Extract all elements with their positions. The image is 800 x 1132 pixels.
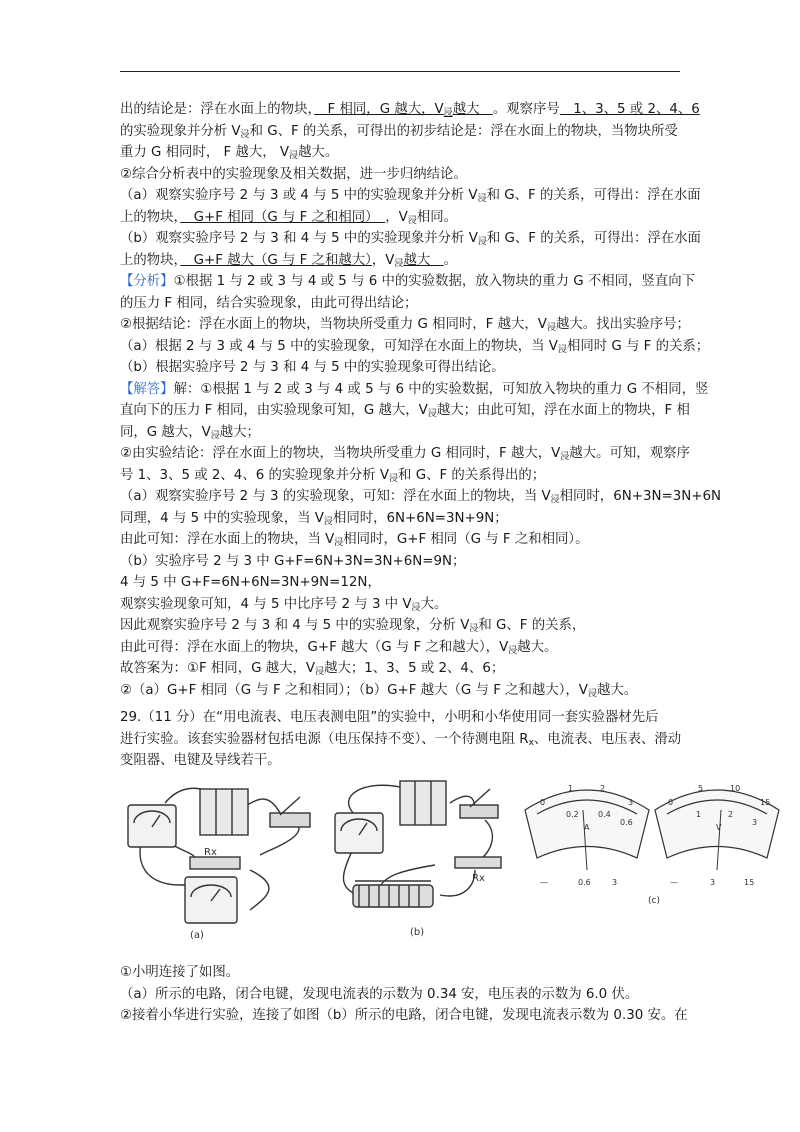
text-line	[120, 465, 680, 487]
text-span: ②由实验结论：浮在水面上的物块，当物块所受重力 G 相同时，F 越大，V	[120, 446, 561, 461]
section-tag: 【分析】	[120, 274, 174, 289]
text-line	[120, 357, 680, 379]
text-span: 由此可知：浮在水面上的物块，当 V	[120, 532, 335, 547]
text-line	[120, 984, 680, 1006]
answer-blank: F 相同，G 越大，V	[314, 102, 444, 117]
text-line	[120, 400, 690, 422]
section-tag: 【解答】	[120, 381, 174, 397]
text-span: 浸	[323, 516, 333, 527]
text-span: 和 G、F 的关系，	[478, 618, 586, 633]
text-line	[120, 615, 680, 637]
text-span: 浸	[550, 495, 560, 505]
text-span: 浸	[477, 237, 487, 247]
figure-a-label: (a)	[190, 930, 204, 941]
ammeter-terminal-06: 0.6	[578, 878, 591, 887]
text-line	[120, 99, 700, 121]
text-span: 和 G、F 的关系得出的；	[398, 467, 546, 483]
text-span: 上的物块，	[120, 209, 181, 225]
ammeter-tick-4: 0.2	[566, 810, 579, 819]
text-span: 号 1、3、5 或 2、4、6 的实验现象并分析 V	[120, 467, 390, 483]
text-span: 解：①根据 1 与 2 或 3 与 4 或 5 与 6 中的实验数据，可知放入物块的重力 G 不相同，竖	[173, 381, 709, 397]
text-span: （b）根据实验序号 2 与 3 和 4 与 5 中的实验现象可得出结论。	[120, 360, 505, 375]
voltmeter-tick-5: 5	[698, 784, 704, 793]
text-span: ②根据结论：浮在水面上的物块，当物块所受重力 G 相同时，F 越大，V	[120, 317, 547, 332]
text-span: x	[528, 737, 534, 748]
text-line	[120, 207, 680, 229]
answer-blank: 越大	[403, 252, 444, 268]
text-span: 浸	[411, 602, 421, 613]
text-line	[120, 551, 680, 573]
text-span: 相同时，G+F 相同（G 与 F 之和相同）。	[343, 532, 589, 547]
text-span: 重力 G 相同时， F 越大， V	[120, 145, 290, 160]
ammeter-terminal-3: 3	[612, 878, 618, 887]
text-line	[120, 680, 680, 702]
text-line	[120, 142, 680, 164]
text-span: 浸	[560, 452, 570, 462]
answer-blank: 1、3、5 或 2、4、6	[559, 102, 700, 117]
text-line	[120, 228, 701, 250]
text-line	[120, 486, 722, 508]
voltmeter-tick-10: 10	[730, 784, 741, 793]
voltmeter-terminal-3: 3	[710, 878, 716, 887]
voltmeter-unit: V	[716, 823, 722, 832]
text-span: 同，G 越大，V	[120, 424, 211, 440]
text-line	[120, 658, 680, 680]
text-span: 。观察序号	[492, 102, 560, 117]
text-span: 越大。	[517, 639, 558, 655]
text-span: 上的物块，	[120, 252, 181, 268]
circuit-figure	[120, 775, 771, 945]
text-line	[120, 164, 680, 186]
ammeter-tick-3: 3	[628, 798, 634, 807]
text-span: 和 G、F 的关系，可得出的初步结论是：浮在水面上的物块，当物块所受	[249, 123, 678, 139]
answer-blank: G+F 相同（G 与 F 之和相同）	[180, 209, 386, 225]
text-span: 越大。	[596, 682, 638, 698]
text-span: ②接着小华进行实验，连接了如图（b）所示的电路，闭合电键，发现电流表示数为 0.30 安。在	[120, 1008, 688, 1023]
text-span: 浸	[557, 344, 567, 355]
voltmeter-tick-1: 1	[696, 810, 702, 819]
text-line	[120, 1005, 688, 1027]
ammeter-tick-1: 1	[568, 784, 574, 793]
question-29-continuation	[120, 962, 688, 1027]
text-span: 同理，4 与 5 中的实验现象，当 V	[120, 510, 324, 526]
voltmeter-terminal-15: 15	[744, 878, 755, 887]
text-span: （a）所示的电路，闭合电键，发现电流表的示数为 0.34 安，电压表的示数为 6.0 伏。	[120, 986, 639, 1002]
ammeter-unit: A	[584, 823, 590, 832]
ammeter-tick-5: 0.4	[598, 810, 611, 819]
text-span: 相同时 G 与 F 的关系；	[566, 338, 710, 354]
text-span: （b）观察实验序号 2 与 3 和 4 与 5 中的实验现象并分析 V	[120, 231, 478, 246]
text-span: 变阻器、电键及导线若干。	[120, 753, 281, 768]
ammeter-terminal-neg: —	[540, 878, 548, 887]
voltmeter-tick-15: 15	[760, 798, 771, 807]
text-line	[120, 637, 680, 659]
text-span: 浸	[407, 215, 417, 226]
circuit-a	[128, 788, 310, 923]
text-span: ①小明连接了如图。	[120, 965, 240, 980]
text-span: 因此观察实验序号 2 与 3 和 4 与 5 中的实验现象，分析 V	[120, 618, 470, 633]
ammeter-tick-2: 2	[600, 784, 606, 793]
text-span: 观察实验现象可知，4 与 5 中比序号 2 与 3 中 V	[120, 596, 412, 612]
text-span: 浸	[240, 129, 250, 140]
text-span: 出的结论是：浮在水面上的物块，	[120, 102, 315, 117]
text-line	[120, 529, 680, 551]
text-span: 越大。找出实验序号；	[555, 317, 690, 332]
text-span: 进行实验。该套实验器材包括电源（电压保持不变）、一个待测电阻 R	[120, 731, 529, 747]
text-span: 浸	[210, 430, 220, 441]
voltmeter-terminal-neg: —	[670, 878, 678, 887]
text-line	[120, 336, 710, 358]
text-line	[120, 121, 680, 143]
text-span: 越大。可知，观察序	[569, 446, 690, 461]
rx-label-a: Rx	[204, 847, 217, 858]
text-line	[120, 962, 680, 984]
text-span: 和 G、F 的关系，可得出：浮在水面	[486, 231, 701, 246]
text-span: 浸	[389, 473, 399, 484]
header-rule	[120, 71, 680, 72]
text-span: 越大；由此可知，浮在水面上的物块，F 相	[436, 403, 690, 418]
text-span: 越大。	[298, 145, 339, 160]
text-span: 浸	[315, 667, 325, 677]
text-line	[120, 379, 709, 401]
text-span: （a）根据 2 与 3 或 4 与 5 中的实验现象，可知浮在水面上的物块，当 V	[120, 338, 558, 354]
text-span: 29.（11 分）在“用电流表、电压表测电阻”的实验中，小明和小华使用同一套实验器材先后	[120, 710, 659, 725]
text-span: 越大；1、3、5 或 2、4、6；	[324, 661, 505, 676]
text-span: 相同时，6N+3N=3N+6N	[559, 489, 722, 504]
text-span: 浸	[477, 194, 487, 204]
text-span: 浸	[289, 151, 299, 161]
circuit-b	[335, 781, 501, 907]
text-span: （a）观察实验序号 2 与 3 或 4 与 5 中的实验现象并分析 V	[120, 188, 478, 203]
text-line	[120, 250, 680, 272]
text-span: 浸	[427, 409, 437, 419]
text-span: ①根据 1 与 2 或 3 与 4 或 5 与 6 中的实验数据，放入物块的重力 G 不相同，竖直向下	[173, 274, 695, 289]
text-line	[120, 729, 680, 751]
text-line	[120, 572, 680, 594]
text-span: 直向下的压力 F 相同，由实验现象可知，G 越大，V	[120, 403, 428, 418]
ammeter-tick-6: 0.6	[620, 818, 633, 827]
text-line	[120, 185, 701, 207]
text-span: 浸	[546, 323, 556, 333]
solution-text-block	[120, 99, 722, 701]
text-span: （a）观察实验序号 2 与 3 的实验现象，可知：浮在水面上的物块，当 V	[120, 489, 551, 504]
text-line	[120, 293, 680, 315]
voltmeter-tick-3: 3	[752, 818, 758, 827]
text-span: 4 与 5 中 G+F=6N+6N=3N+9N=12N，	[120, 575, 381, 590]
figure-c-label: (c)	[648, 896, 660, 906]
text-span: ，V	[371, 252, 395, 268]
text-span: 浸	[587, 688, 597, 699]
answer-blank: G+F 越大（G 与 F 之和越大）	[180, 252, 372, 268]
text-span: （b）实验序号 2 与 3 中 G+F=6N+3N=3N+6N=9N；	[120, 553, 466, 569]
answer-blank: 浸	[443, 108, 453, 118]
voltmeter-tick-0: 0	[668, 798, 674, 807]
figure-b-label: (b)	[410, 927, 425, 938]
circuit-diagrams-svg	[120, 775, 771, 945]
text-line	[120, 271, 695, 293]
text-span: 浸	[469, 624, 479, 634]
text-line	[120, 707, 680, 729]
text-span: 大。	[420, 596, 448, 612]
text-line	[120, 422, 680, 444]
text-span: ②（a）G+F 相同（G 与 F 之和相同）；（b）G+F 越大（G 与 F 之和越大），V	[120, 682, 588, 698]
text-span: 越大；	[219, 424, 260, 440]
text-span: 的压力 F 相同，结合实验现象，由此可得出结论；	[120, 295, 418, 311]
text-span: 由此可得：浮在水面上的物块，G+F 越大（G 与 F 之和越大），V	[120, 639, 509, 655]
rx-label-b: Rx	[472, 873, 485, 884]
voltmeter-tick-2: 2	[728, 810, 734, 819]
question-29-text	[120, 707, 680, 772]
ammeter-tick-0: 0	[540, 798, 546, 807]
text-span: 。	[443, 252, 458, 268]
text-span: 浸	[334, 538, 344, 548]
text-span: 浸	[394, 258, 404, 269]
text-span: 、电流表、电压表、滑动	[533, 731, 682, 747]
text-line	[120, 443, 690, 465]
text-span: 故答案为：①F 相同，G 越大，V	[120, 661, 316, 676]
text-span: 相同。	[416, 209, 458, 225]
text-span: ②综合分析表中的实验现象及相关数据，进一步归纳结论。	[120, 166, 467, 182]
text-span: 浸	[508, 645, 518, 656]
text-line	[120, 314, 690, 336]
text-span: ，V	[385, 209, 408, 225]
text-span: 的实验现象并分析 V	[120, 123, 241, 139]
text-span: 和 G、F 的关系，可得出：浮在水面	[486, 188, 701, 203]
text-line	[120, 594, 680, 616]
text-line	[120, 508, 680, 530]
answer-blank: 越大	[452, 102, 493, 117]
text-line	[120, 750, 680, 772]
text-span: 相同时，6N+6N=3N+9N；	[332, 510, 508, 526]
